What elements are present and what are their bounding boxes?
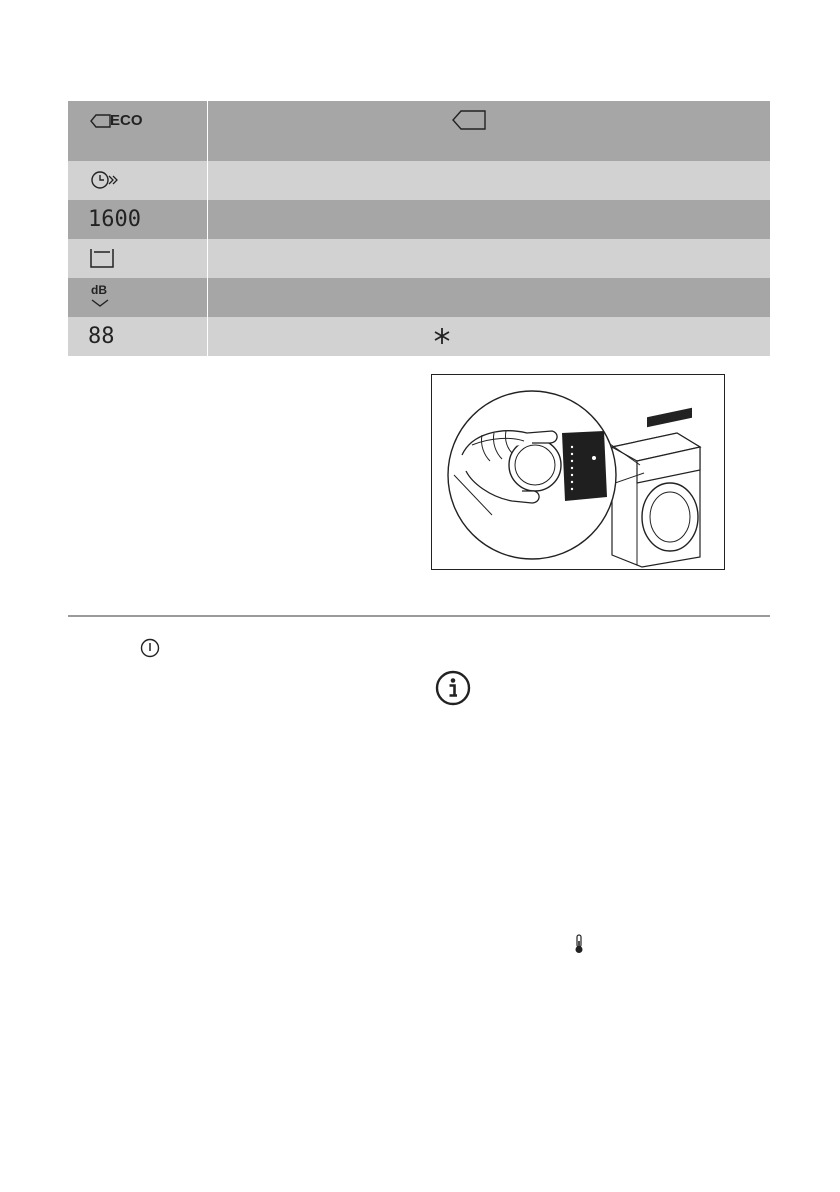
desc-cell [208,161,770,200]
drum-icon [90,248,114,268]
table-row-temperature [68,317,770,356]
desc-cell [208,200,770,239]
symbols-table [68,101,770,356]
table-row-spin-speed [68,200,770,239]
temperature-display: 88 [88,324,115,349]
eco-tag-icon [90,114,112,128]
icon-cell [68,317,208,356]
section-divider [68,615,770,617]
asterisk-icon [433,327,451,345]
desc-cell [208,101,770,161]
icon-cell [68,239,208,278]
table-row-drum [68,239,770,278]
desc-cell [208,278,770,317]
icon-cell [68,161,208,200]
info-icon [435,670,471,706]
thermometer-icon [574,934,584,954]
icon-cell [68,200,208,239]
washing-machine-control-panel-zoom [432,375,726,571]
db-label: dB [91,283,107,297]
table-row-time-saving [68,161,770,200]
icon-cell [68,101,208,161]
desc-cell [208,317,770,356]
eco-label: ECO [110,112,143,129]
table-row-eco [68,101,770,161]
spin-speed-display: 1600 [88,207,141,232]
tag-outline-icon [452,110,486,130]
table-row-silent [68,278,770,317]
icon-cell [68,278,208,317]
washing-machine-illustration [431,374,725,570]
time-saving-icon [90,169,118,191]
desc-cell [208,239,770,278]
power-icon [140,638,160,658]
silent-db-icon [90,298,110,308]
